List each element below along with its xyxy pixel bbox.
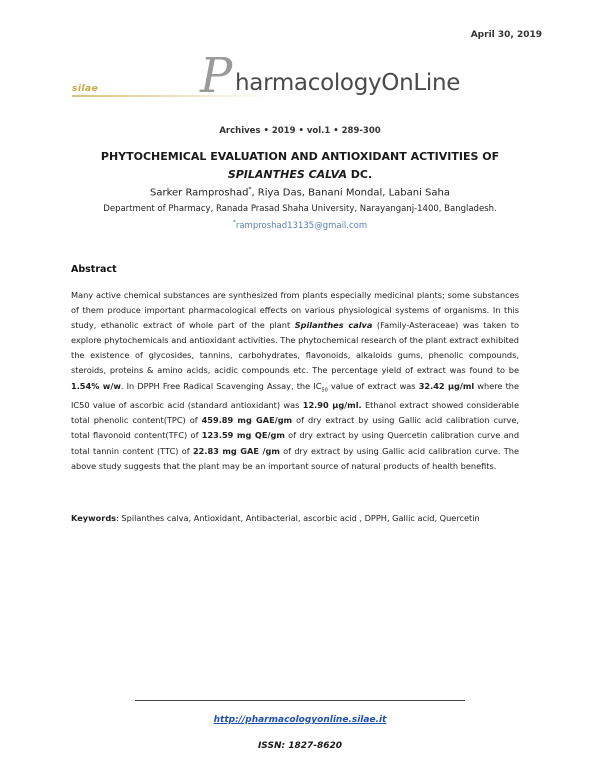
contact-email[interactable] <box>0 219 600 231</box>
issn: ISSN: 1827-8620 <box>257 741 343 751</box>
keywords-label: Keywords <box>71 513 117 523</box>
journal-logo <box>72 48 472 112</box>
abstract-segment: of dry extract by using Gallic acid calibration curve. The above study suggests that the plant may be an important source of natural products of health benefits. <box>71 445 519 471</box>
first-author: Sarker Ramproshad <box>149 187 249 199</box>
other-authors: , Riya Das, Banani Mondal, Labani Saha <box>251 187 450 199</box>
yield-value: 1.54% w/w <box>71 380 121 391</box>
logo-script-letter: P <box>200 48 233 104</box>
logo-wordmark: harmacologyOnLine <box>235 70 461 96</box>
ttc-value: 22.83 mg GAE /gm <box>192 445 280 456</box>
ic50-extract-value: 32.42 µg/ml <box>418 380 475 391</box>
title-suffix: DC. <box>346 168 373 181</box>
abstract-segment: Many active chemical substances are synthesized from plants especially medicinal plants; some substances of them produce important pharmacological effects on various physiological systems of organisms. In this study, ethanolic extract of whole part of the plant <box>71 290 519 331</box>
paper-title-line-2 <box>0 168 600 181</box>
abstract-segment: (Family-Asteraceae) was taken to explore phytochemicals and antioxidant activities. The phytochemical research of the plant extract exhibited the existence of glycosides, tannins, carbohydrates, flavonoids, alkaloids gums, phenolic compounds, steroids, proteins & amino acids, acidic compounds etc. The percentage yield of extract was found to be <box>71 320 519 376</box>
author-list <box>0 186 600 198</box>
ic50-standard-value: 12.90 µg/ml. <box>302 400 362 411</box>
email-marker: * <box>232 219 236 226</box>
tfc-value: 123.59 mg QE/gm <box>201 430 285 441</box>
abstract-segment: where the IC50 value of ascorbic acid (standard antioxidant) was <box>71 380 520 411</box>
abstract-text <box>71 288 519 474</box>
citation-line: Archives • 2019 • vol.1 • 289-300 <box>219 126 381 136</box>
abstract-segment: . In DPPH Free Radical Scavenging Assay, the IC <box>120 380 322 391</box>
plant-name: Spilanthes calva <box>294 320 373 331</box>
abstract-segment: value of extract was <box>327 380 419 391</box>
email-address[interactable]: ramproshad13135@gmail.com <box>235 220 368 231</box>
paper-title-line-1: PHYTOCHEMICAL EVALUATION AND ANTIOXIDANT ACTIVITIES OF <box>100 150 500 163</box>
publication-date: April 30, 2019 <box>470 30 542 40</box>
keywords <box>71 511 519 526</box>
keywords-list: : Spilanthes calva, Antioxidant, Antibacterial, ascorbic acid , DPPH, Gallic acid, Quercetin <box>116 513 480 523</box>
abstract-segment: Ethanol extract showed considerable total phenolic content(TPC) of <box>71 400 519 426</box>
affiliation: Department of Pharmacy, Ranada Prasad Shaha University, Narayanganj-1400, Bangladesh. <box>103 204 497 214</box>
abstract-segment: of dry extract by using Quercetin calibration curve and total tannin content (TTC) of <box>71 430 520 456</box>
silae-logo: silae <box>72 84 99 94</box>
footer-divider <box>135 700 465 701</box>
abstract-segment: of dry extract by using Gallic acid calibration curve, total flavonoid content(TFC) of <box>71 415 519 441</box>
species-name: SPILANTHES CALVA <box>227 168 347 181</box>
abstract-heading: Abstract <box>71 264 117 275</box>
corresponding-marker: * <box>248 186 252 193</box>
tpc-value: 459.89 mg GAE/gm <box>201 415 293 426</box>
ic-subscript: 50 <box>321 387 328 394</box>
journal-url-link[interactable]: http://pharmacologyonline.silae.it <box>213 715 387 725</box>
